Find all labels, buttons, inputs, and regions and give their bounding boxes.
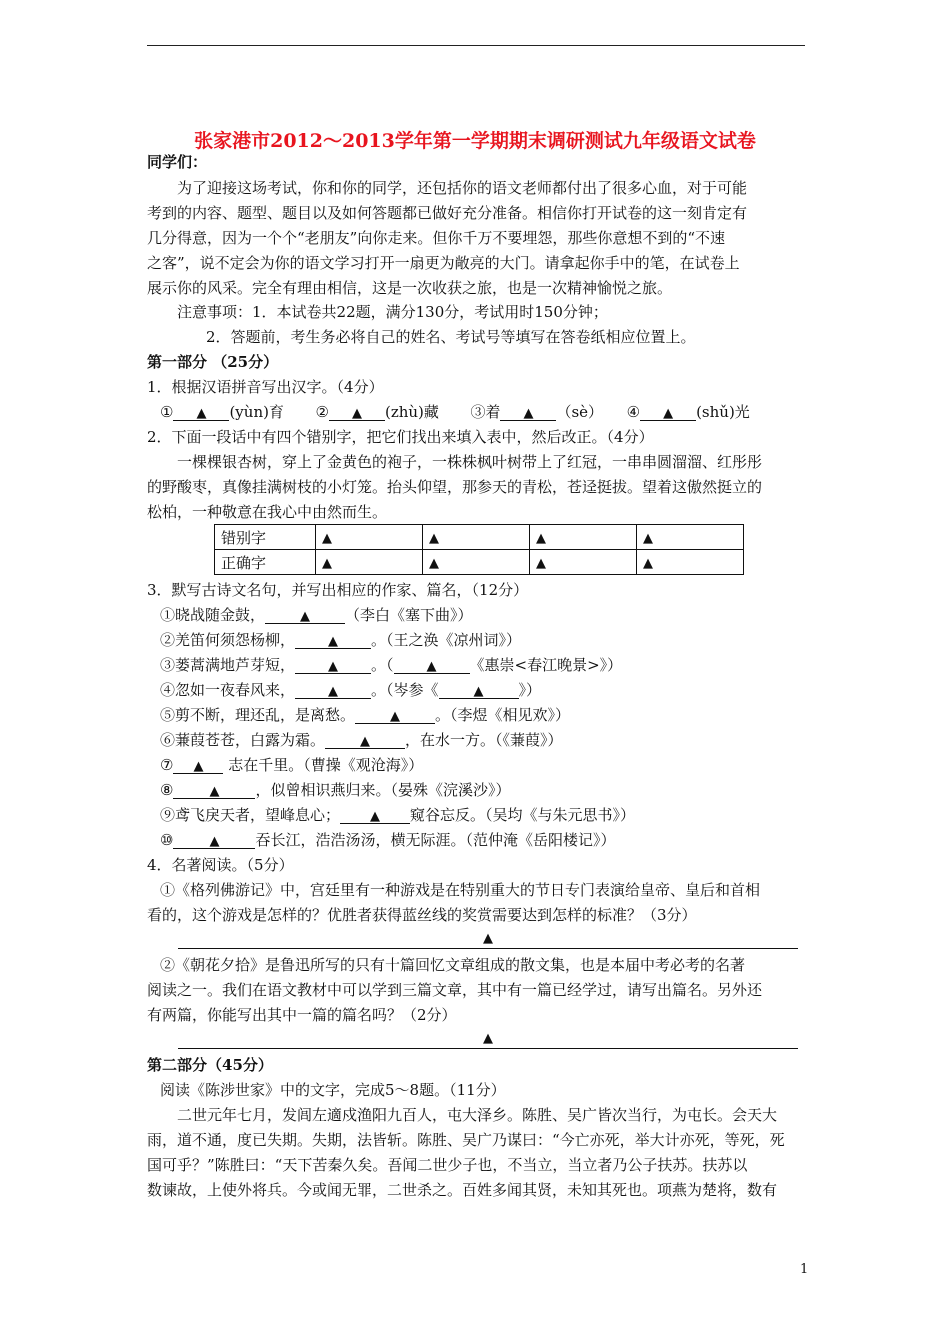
answer-blank[interactable]: ▲ [329, 402, 385, 421]
intro-line: 为了迎接这场考试，你和你的同学，还包括你的语文老师都付出了很多心血，对于可能 [177, 179, 748, 197]
answer-blank[interactable]: ▲ [265, 605, 345, 624]
intro-line: 考到的内容、题型、题目以及如何答题都已做好充分准备。相信你打开试卷的这一刻肯定有 [147, 204, 748, 222]
q3-item: ①晓战随金鼓， ▲ （李白《塞下曲》） [160, 606, 473, 624]
q2-passage-line: 一棵棵银杏树，穿上了金黄色的袍子，一株株枫叶树带上了红冠，一串串圆溜溜、红彤彤 [177, 453, 763, 471]
header-rule [147, 45, 805, 46]
q3-item: ④忽如一夜春风来， ▲ 。（岑参《 ▲ 》） [160, 681, 542, 699]
row-header: 正确字 [215, 550, 316, 575]
q3-item: ⑧ ▲ ，似曾相识燕归来。（晏殊《浣溪沙》） [160, 781, 511, 799]
q3-item: ⑤剪不断，理还乱，是离愁。 ▲ 。（李煜《相见欢》） [160, 706, 571, 724]
reading-passage-line: 雨，道不通，度已失期。失期，法皆斩。陈胜、吴广乃谋曰：“今亡亦死，举大计亦死，等死，死 [147, 1131, 785, 1149]
answer-line[interactable]: ▲ [178, 928, 798, 949]
q3-item: ②羌笛何须怨杨柳， ▲ 。（王之涣《凉州词》） [160, 631, 522, 649]
reading-passage-line: 二世元年七月，发闾左適戍渔阳九百人，屯大泽乡。陈胜、吴广皆次当行，为屯长。会天大 [177, 1106, 778, 1124]
table-row [215, 550, 744, 575]
q1-stem: 1．根据汉语拼音写出汉字。（4分） [147, 378, 384, 396]
page-number: 1 [800, 1262, 809, 1277]
answer-cell[interactable]: ▲ [530, 525, 637, 550]
answer-blank[interactable]: ▲ [173, 402, 229, 421]
answer-blank[interactable]: ▲ [340, 805, 410, 824]
row-header: 错别字 [215, 525, 316, 550]
q2-stem: 2．下面一段话中有四个错别字，把它们找出来填入表中，然后改正。（4分） [147, 428, 654, 446]
q4-sub2-line: 有两篇，你能写出其中一篇的篇名吗？（2分） [147, 1006, 457, 1024]
part-2-heading: 第二部分（45分） [147, 1056, 273, 1074]
part-1-heading: 第一部分 （25分） [147, 353, 279, 371]
reading-passage-line: 数谏故，上使外将兵。今或闻无罪，二世杀之。百姓多闻其贤，未知其死也。项燕为楚将，数有 [147, 1181, 778, 1199]
correction-table [214, 524, 744, 575]
answer-line[interactable]: ▲ [178, 1028, 798, 1049]
document-title: 张家港市2012～2013学年第一学期期末调研测试九年级语文试卷 [194, 130, 756, 152]
q3-item: ⑦ ▲ 志在千里。（曹操《观沧海》） [160, 756, 424, 774]
answer-blank[interactable]: ▲ [295, 680, 371, 699]
answer-cell[interactable]: ▲ [423, 525, 530, 550]
q1-items: ① ▲ (yùn)育 ② ▲ (zhù)藏 ③着 ▲ （sè） ④ ▲ (shǔ)光 [160, 403, 750, 421]
answer-cell[interactable]: ▲ [423, 550, 530, 575]
q3-item: ⑨鸢飞戾天者，望峰息心； ▲ 窥谷忘反。（吴均《与朱元思书》） [160, 806, 636, 824]
q4-sub2-line: ②《朝花夕拾》是鲁迅所写的只有十篇回忆文章组成的散文集，也是本届中考必考的名著 [160, 956, 746, 974]
answer-cell[interactable]: ▲ [637, 550, 744, 575]
reading-passage-line: 国可乎？”陈胜曰：“天下苦秦久矣。吾闻二世少子也，不当立，当立者乃公子扶苏。扶苏以 [147, 1156, 748, 1174]
greeting: 同学们： [147, 153, 208, 171]
answer-blank[interactable]: ▲ [173, 755, 223, 774]
answer-blank[interactable]: ▲ [355, 705, 435, 724]
q4-stem: 4．名著阅读。（5分） [147, 856, 294, 874]
answer-blank[interactable]: ▲ [394, 655, 470, 674]
q3-item: ③蒌蒿满地芦芽短， ▲ 。（ ▲ 《惠崇<春江晚景>》） [160, 656, 623, 674]
answer-blank[interactable]: ▲ [325, 730, 405, 749]
answer-blank[interactable]: ▲ [500, 402, 556, 421]
reading-stem: 阅读《陈涉世家》中的文字，完成5～8题。（11分） [160, 1081, 506, 1099]
q2-passage-line: 松柏，一种敬意在我心中由然而生。 [147, 503, 388, 521]
answer-blank[interactable]: ▲ [173, 780, 255, 799]
answer-cell[interactable]: ▲ [316, 550, 423, 575]
table-row [215, 525, 744, 550]
q2-passage-line: 的野酸枣，真像挂满树枝的小灯笼。抬头仰望，那参天的青松，苍迳挺拔。望着这傲然挺立的 [147, 478, 763, 496]
intro-line: 几分得意，因为一个个“老朋友”向你走来。但你千万不要埋怨，那些你意想不到的“不速 [147, 229, 726, 247]
notice-1: 注意事项：1．本试卷共22题，满分130分，考试用时150分钟； [177, 303, 608, 321]
q3-stem: 3．默写古诗文名句，并写出相应的作家、篇名，（12分） [147, 581, 529, 599]
q4-sub1-line: ①《格列佛游记》中，宫廷里有一种游戏是在特别重大的节日专门表演给皇帝、皇后和首相 [160, 881, 761, 899]
answer-blank[interactable]: ▲ [295, 655, 371, 674]
q3-item: ⑩ ▲ 吞长江，浩浩汤汤，横无际涯。（范仲淹《岳阳楼记》） [160, 831, 616, 849]
answer-blank[interactable]: ▲ [295, 630, 371, 649]
answer-cell[interactable]: ▲ [637, 525, 744, 550]
answer-blank[interactable]: ▲ [640, 402, 696, 421]
notice-2: 2．答题前，考生务必将自己的姓名、考试号等填写在答卷纸相应位置上。 [206, 328, 696, 346]
answer-blank[interactable]: ▲ [173, 830, 255, 849]
q3-item: ⑥蒹葭苍苍，白露为霜。 ▲ ，在水一方。（《蒹葭》） [160, 731, 563, 749]
intro-line: 之客”，说不定会为你的语文学习打开一扇更为敞亮的大门。请拿起你手中的笔，在试卷上 [147, 254, 740, 272]
answer-cell[interactable]: ▲ [316, 525, 423, 550]
answer-cell[interactable]: ▲ [530, 550, 637, 575]
q4-sub1-line: 看的，这个游戏是怎样的？优胜者获得蓝丝线的奖赏需要达到怎样的标准？（3分） [147, 906, 697, 924]
q4-sub2-line: 阅读之一。我们在语文教材中可以学到三篇文章，其中有一篇已经学过，请写出篇名。另外还 [147, 981, 763, 999]
intro-line: 展示你的风采。完全有理由相信，这是一次收获之旅，也是一次精神愉悦之旅。 [147, 279, 673, 297]
answer-blank[interactable]: ▲ [439, 680, 519, 699]
